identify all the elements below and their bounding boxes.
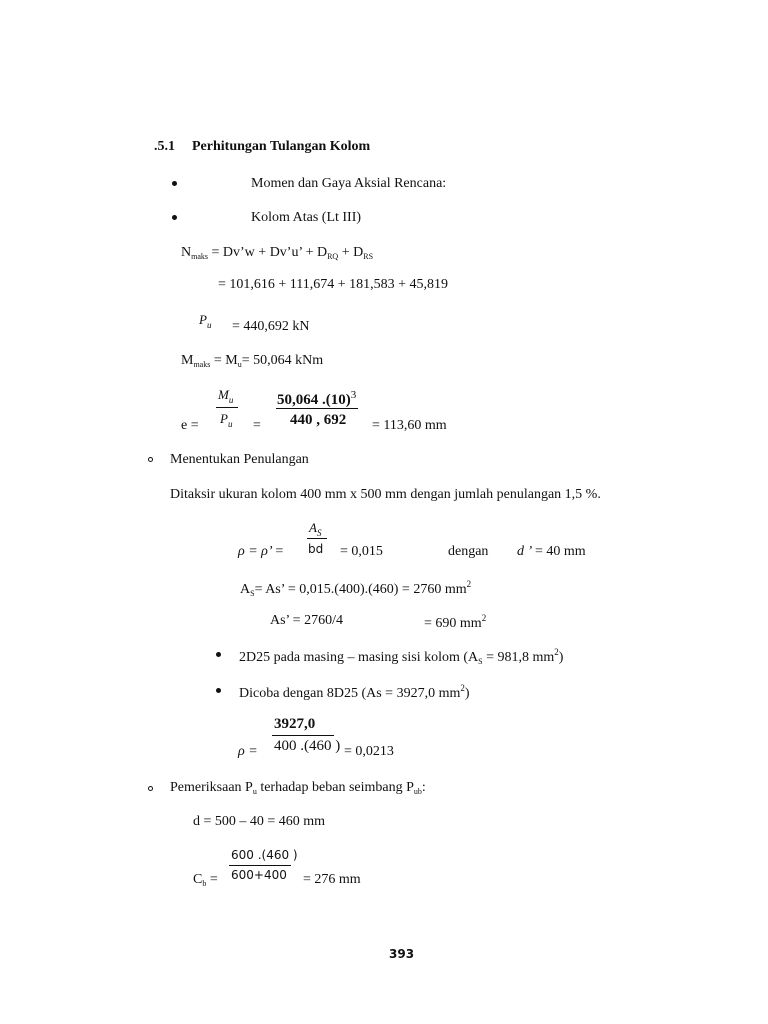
bullet-dot xyxy=(172,215,177,220)
ecc-fraction-bar-2 xyxy=(276,408,358,409)
ecc-denominator: 440 , 692 xyxy=(290,412,347,428)
rho2-result: = 0,0213 xyxy=(344,744,394,759)
rho-bd: bd xyxy=(308,542,324,556)
penulangan-heading: Menentukan Penulangan xyxy=(170,452,309,467)
rho2-denominator: 400 .(460 ) xyxy=(274,738,341,754)
rho-dengan: dengan xyxy=(448,544,489,559)
bullet-kolom: Kolom Atas (Lt III) xyxy=(251,210,362,225)
penulangan-ditaksir: Ditaksir ukuran kolom 400 mm x 500 mm dengan jumlah penulangan 1,5 %. xyxy=(170,487,601,502)
cb-denominator: 600+400 xyxy=(231,868,287,882)
page-number: 393 xyxy=(389,947,415,961)
sub-bullet-dot xyxy=(216,652,221,657)
cb-fraction-bar xyxy=(229,865,291,866)
bullet-dot xyxy=(172,181,177,186)
ecc-pu: $P_u$ xyxy=(220,411,233,429)
pu-symbol: $P_u$ xyxy=(199,312,212,330)
rho-as-symbol: $A_S$ xyxy=(309,520,322,538)
cb-result: = 276 mm xyxy=(303,872,361,887)
asp-line: As’ = 2760/4 xyxy=(270,613,343,628)
as-line: $A_S= As$’ = 0,015.(400).(460) = 2760 $mm^2$ xyxy=(240,579,472,598)
section-title: Perhitungan Tulangan Kolom xyxy=(192,139,371,154)
pu-value: = 440,692 kN xyxy=(232,319,310,334)
ecc-result: = 113,60 mm xyxy=(372,418,447,433)
rho-value: = 0,015 xyxy=(340,544,383,559)
ecc-e: e = xyxy=(181,418,199,433)
section-number: .5.1 xyxy=(154,139,175,154)
ecc-numerator: 50,064 $.(10)^3$ xyxy=(277,389,357,408)
pemeriksaan-heading: Pemeriksaan $P_u$ terhadap beban seimbang $P_{ub}$: xyxy=(170,780,426,796)
sub-bullet-8d25: Dicoba dengan 8D25 (As = 3927,0 $mm^2$) xyxy=(239,683,470,701)
rho-d-prime: d ’ xyxy=(517,544,533,559)
rho-fraction-bar xyxy=(307,538,327,539)
ecc-fraction-bar-1 xyxy=(216,407,238,408)
ring-bullet xyxy=(148,457,153,462)
asp-value: = 690 $mm^2$ xyxy=(424,613,487,631)
d-line: d = 500 – 40 = 460 mm xyxy=(193,814,326,829)
sub-bullet-2d25: 2D25 pada masing – masing sisi kolom ($A_S = 981,8$ $mm^2$) xyxy=(239,647,564,666)
ring-bullet xyxy=(148,786,153,791)
nmaks-sum: = 101,616 + 111,674 + 181,583 + 45,819 xyxy=(218,277,449,292)
nmaks-line: $N_{maks}$ = Dv’w + Dv’u’ + $D_{RQ} + D_{RS}$ xyxy=(181,245,374,261)
ecc-mu: $M_u$ xyxy=(218,387,234,405)
bullet-momen: Momen dan Gaya Aksial Rencana: xyxy=(251,176,447,191)
sub-bullet-dot xyxy=(216,688,221,693)
rho2-lhs: ρ = xyxy=(238,744,258,759)
rho-d-value: = 40 mm xyxy=(535,544,586,559)
cb-lhs: $C_b$ = xyxy=(193,872,218,888)
cb-numerator: 600 .(460 ) xyxy=(231,848,298,862)
rho-lhs: ρ = ρ’ = xyxy=(238,544,284,559)
mmaks-line: $M_{maks} = M_u= 50,064$ kNm xyxy=(181,353,324,369)
ecc-equals: = xyxy=(253,418,261,433)
rho2-numerator: 3927,0 xyxy=(274,716,316,732)
rho2-fraction-bar xyxy=(272,735,334,736)
